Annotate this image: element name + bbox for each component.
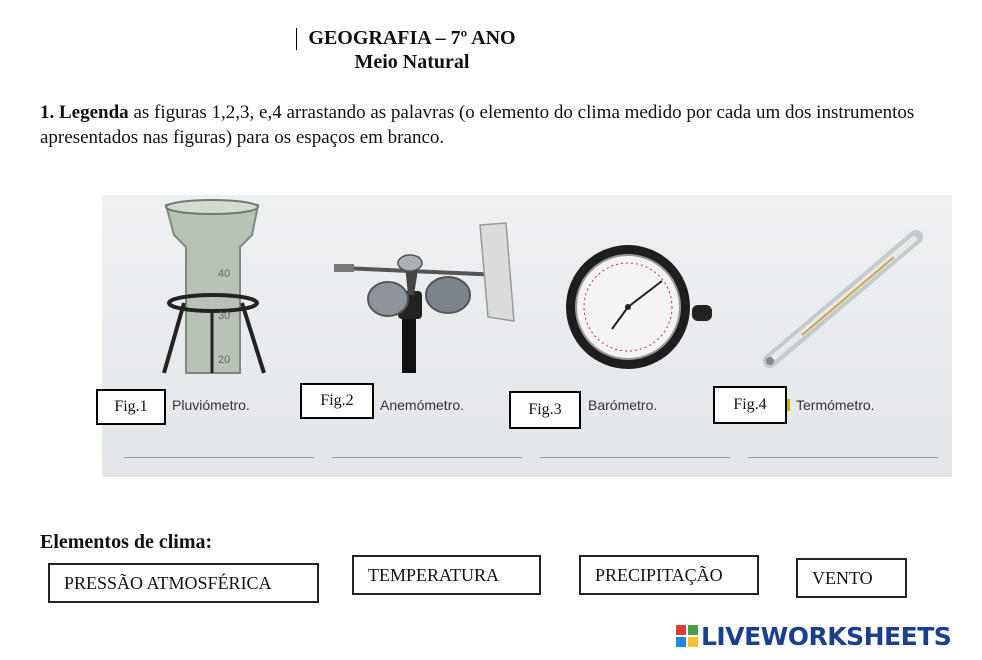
svg-text:40: 40 — [218, 268, 231, 280]
caption-barometro: Barómetro. — [588, 397, 658, 413]
caption-pluviometro: Pluviómetro. — [172, 397, 250, 413]
drop-zone-fig-3[interactable] — [509, 391, 581, 429]
word-label: PRESSÃO ATMOSFÉRICA — [64, 572, 272, 593]
svg-text:30: 30 — [218, 310, 231, 322]
worksheet-title: GEOGRAFIA – 7º ANO — [308, 27, 516, 49]
liveworksheets-logo[interactable] — [676, 622, 951, 650]
word-label: TEMPERATURA — [368, 564, 500, 585]
word-vento[interactable] — [796, 558, 907, 598]
answer-line-3 — [540, 457, 730, 458]
caption-termometro: Termómetro. — [796, 397, 875, 413]
instruction-text: as figuras 1,2,3, e,4 arrastando as palavras (o elemento do clima medido por cada um dos instrumentos apresentados nas figuras) para os espaços em branco. — [40, 102, 915, 148]
word-label: PRECIPITAÇÃO — [595, 564, 723, 585]
word-precipitacao[interactable] — [579, 555, 759, 595]
caption-anemometro: Anemómetro. — [380, 397, 465, 413]
worksheet-subtitle: Meio Natural — [354, 51, 470, 73]
instruments-photo — [102, 195, 952, 477]
worksheet-header — [296, 26, 528, 74]
drop-zone-fig-2[interactable] — [300, 383, 374, 419]
fig-label-2: Fig.2 — [320, 392, 354, 409]
fig-label-3: Fig.3 — [528, 401, 562, 418]
barometer-image — [566, 245, 712, 369]
fig-label-1: Fig.1 — [114, 398, 148, 415]
logo-text: LIVEWORKSHEETS — [701, 621, 952, 651]
word-label: VENTO — [812, 567, 873, 588]
anemometer-image — [334, 223, 514, 373]
text-cursor — [296, 28, 297, 50]
answer-line-4 — [748, 457, 938, 458]
word-temperatura[interactable] — [352, 555, 541, 595]
svg-text:20: 20 — [218, 354, 231, 366]
logo-cube-icon — [676, 625, 698, 647]
rain-gauge-image — [164, 200, 264, 373]
thermometer-image — [766, 237, 916, 365]
fig-label-4: Fig.4 — [733, 396, 767, 413]
drop-zone-fig-1[interactable] — [96, 389, 166, 425]
instruction — [40, 100, 920, 150]
drop-zone-fig-4[interactable] — [713, 386, 787, 424]
elements-title: Elementos de clima: — [40, 531, 213, 553]
answer-line-1 — [124, 457, 314, 458]
instruction-number: 1. Legenda — [40, 102, 129, 123]
answer-line-2 — [332, 457, 522, 458]
instruments-illustration — [102, 195, 952, 477]
word-pressao-atmosferica[interactable] — [48, 563, 319, 603]
